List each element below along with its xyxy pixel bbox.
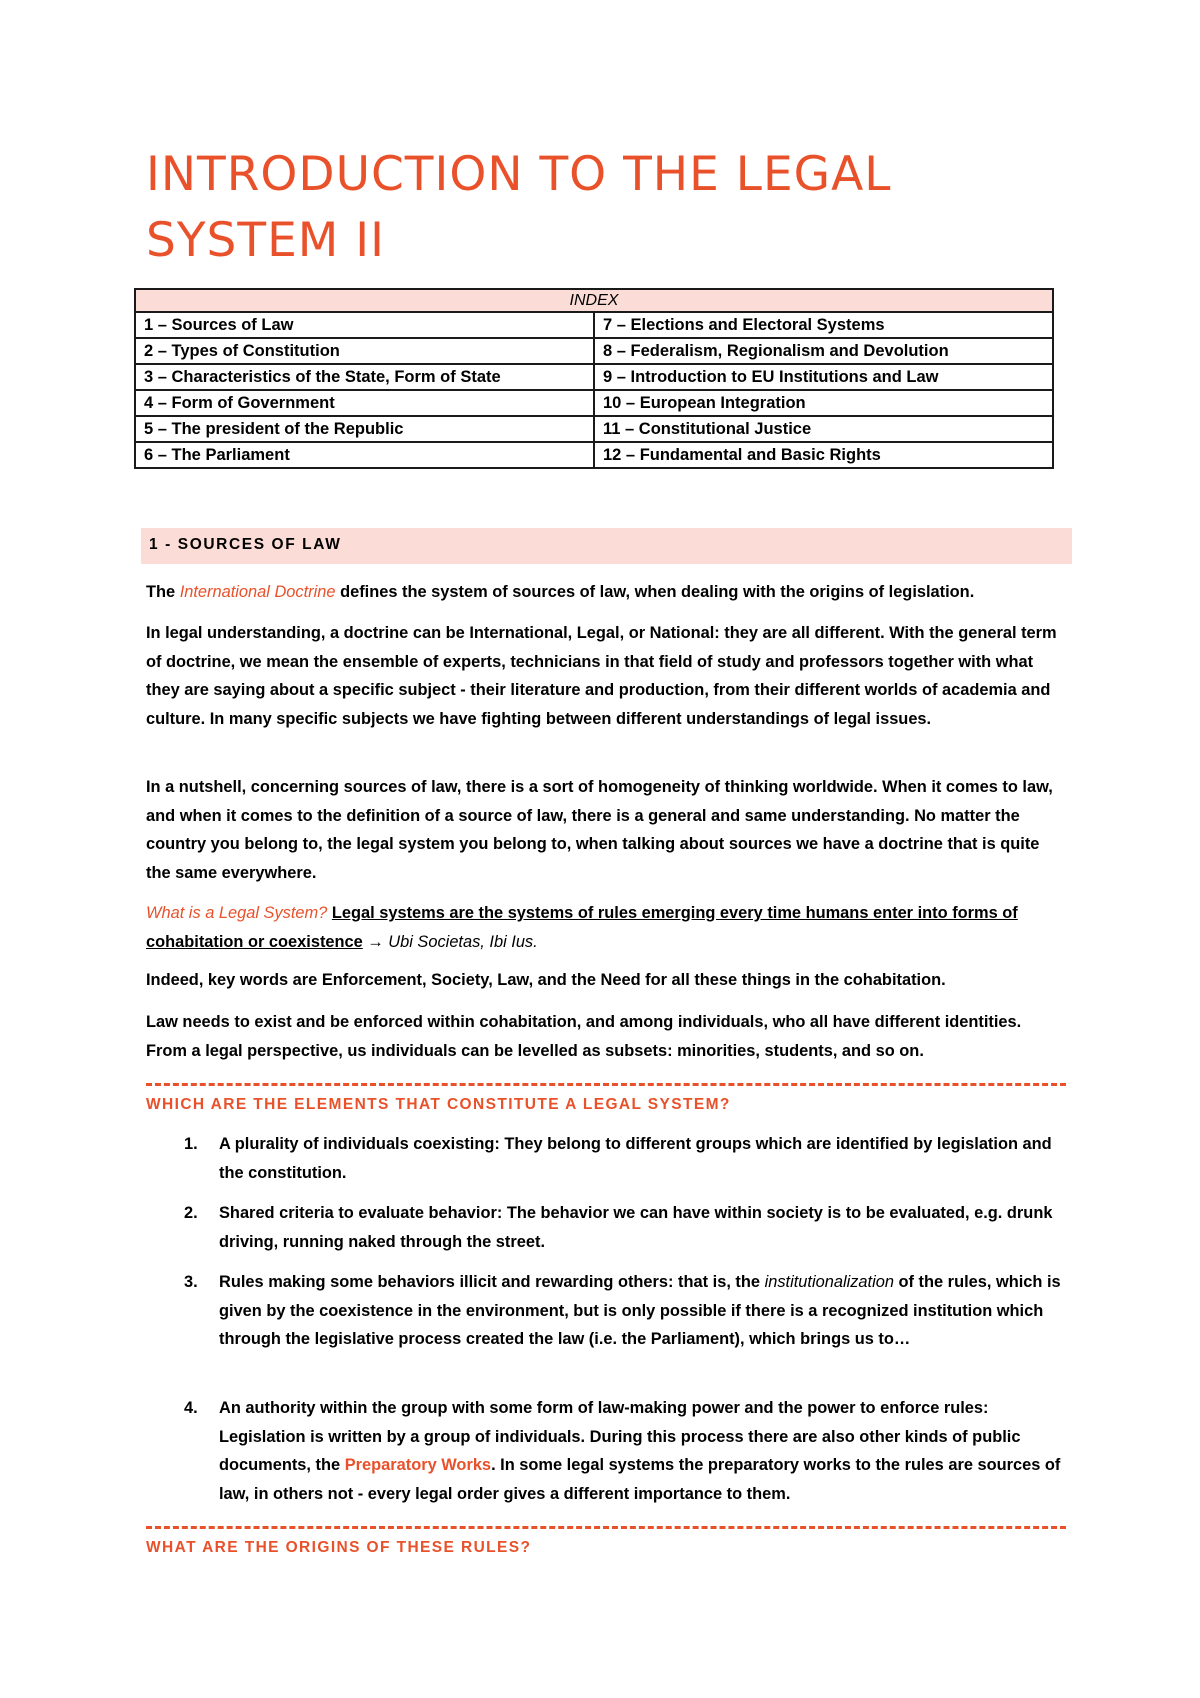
dashed-separator [146, 1083, 1066, 1086]
index-cell: 5 – The president of the Republic [135, 416, 594, 442]
paragraph-keywords: Indeed, key words are Enforcement, Society, Law, and the Need for all these things in the cohabitation. [146, 971, 946, 989]
question-legal-system: What is a Legal System? [146, 904, 328, 922]
index-cell: 6 – The Parliament [135, 442, 594, 468]
list-number: 2. [184, 1204, 198, 1222]
table-row [135, 312, 1053, 338]
arrow-glyph: → [362, 932, 389, 951]
text-run: An authority within the group with some form of law-making power and the power to enforce rules: Legislation is written by a group of individuals. During this process there are also other kinds of public documents, the [219, 1399, 1021, 1474]
list-text: Shared criteria to evaluate behavior: The behavior we can have within society is to be evaluated, e.g. drunk driving, running naked through the street. [219, 1204, 1053, 1251]
section-heading: 1 - SOURCES OF LAW [149, 536, 342, 553]
list-text [219, 1268, 1064, 1354]
document-title: INTRODUCTION TO THE LEGAL SYSTEM II [146, 147, 892, 268]
list-number: 4. [184, 1399, 198, 1417]
list-text [219, 1394, 1064, 1508]
text-run: of the rules, which is given by the coexistence in the environment, but is only possible if there is a recognized institution which through the legislative process created the law (i.e. the Parliament), which brings us to… [219, 1273, 1061, 1348]
paragraph-legal-system-definition [146, 899, 1066, 956]
index-cell: 7 – Elections and Electoral Systems [594, 312, 1053, 338]
emphasis-international-doctrine: International Doctrine [179, 583, 336, 601]
text-run: . In some legal systems the preparatory works to the rules are sources of law, in others not - every legal order gives a different importance to them. [219, 1456, 1061, 1503]
index-cell: 9 – Introduction to EU Institutions and Law [594, 364, 1053, 390]
paragraph-intro [146, 578, 1066, 607]
highlight-preparatory-works: Preparatory Works [344, 1456, 492, 1474]
table-row [135, 364, 1053, 390]
list-number: 1. [184, 1135, 198, 1153]
index-cell: 4 – Form of Government [135, 390, 594, 416]
list-text: A plurality of individuals coexisting: They belong to different groups which are identified by legislation and the constitution. [219, 1135, 1052, 1182]
latin-phrase: Ubi Societas, Ibi Ius. [388, 932, 538, 951]
text-run: Rules making some behaviors illicit and rewarding others: that is, the [219, 1273, 765, 1291]
subheading-elements: WHICH ARE THE ELEMENTS THAT CONSTITUTE A LEGAL SYSTEM? [146, 1096, 731, 1113]
subheading-origins: WHAT ARE THE ORIGINS OF THESE RULES? [146, 1539, 532, 1556]
table-row [135, 416, 1053, 442]
index-header: INDEX [135, 289, 1053, 312]
definition-legal-system: Legal systems are the systems of rules emerging every time humans enter into forms of cohabitation or coexistence [146, 904, 1018, 951]
paragraph-nutshell: In a nutshell, concerning sources of law, there is a sort of homogeneity of thinking worldwide. When it comes to law, and when it comes to the definition of a source of law, there is a general and same understanding. No matter the country you belong to, the legal system you belong to, when talking about sources we have a doctrine that is quite the same everywhere. [146, 778, 1053, 882]
index-cell: 1 – Sources of Law [135, 312, 594, 338]
text-run: The [146, 583, 180, 601]
index-cell: 11 – Constitutional Justice [594, 416, 1053, 442]
table-row [135, 442, 1053, 468]
dashed-separator [146, 1526, 1066, 1529]
index-table [134, 288, 1054, 469]
index-cell: 8 – Federalism, Regionalism and Devolution [594, 338, 1053, 364]
paragraph-doctrine: In legal understanding, a doctrine can be International, Legal, or National: they are all different. With the general term of doctrine, we mean the ensemble of experts, technicians in that field of study and professors together with what they are saying about a specific subject - their literature and production, from their different worlds of academia and culture. In many specific subjects we have fighting between different understandings of legal issues. [146, 624, 1057, 728]
list-number: 3. [184, 1273, 198, 1291]
table-row [135, 338, 1053, 364]
index-cell: 3 – Characteristics of the State, Form of State [135, 364, 594, 390]
index-cell: 2 – Types of Constitution [135, 338, 594, 364]
text-run: defines the system of sources of law, when dealing with the origins of legislation. [335, 583, 975, 601]
section-heading-bar [141, 528, 1072, 564]
emphasis-institutionalization: institutionalization [764, 1273, 894, 1291]
index-cell: 12 – Fundamental and Basic Rights [594, 442, 1053, 468]
paragraph-cohabitation: Law needs to exist and be enforced within cohabitation, and among individuals, who all have different identities. From a legal perspective, us individuals can be levelled as subsets: minorities, students, and so on. [146, 1013, 1022, 1060]
table-row [135, 390, 1053, 416]
index-cell: 10 – European Integration [594, 390, 1053, 416]
